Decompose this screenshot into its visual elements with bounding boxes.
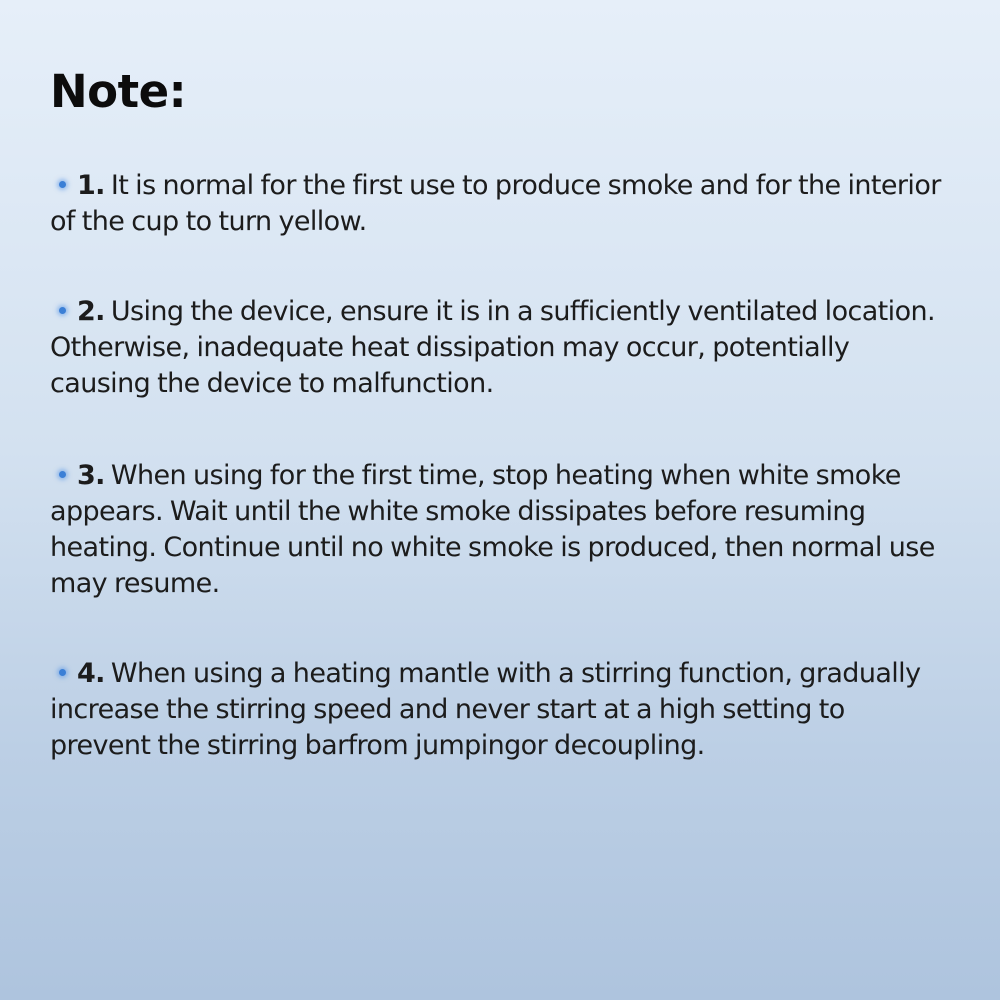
note-text: When using for the first time, stop heating when white smoke appears. Wait until the white smoke dissipates before resuming heating. Continue until no white smoke is produced, then normal use may resume. (50, 460, 935, 599)
notes-panel (50, 62, 950, 818)
note-item-3 (50, 458, 950, 602)
note-number: 4. (77, 658, 105, 689)
note-number: 3. (77, 460, 105, 491)
note-item-2 (50, 294, 950, 402)
bullet-dot-icon (59, 181, 66, 188)
bullet-dot-icon (59, 307, 66, 314)
note-item-4 (50, 656, 950, 764)
bullet-dot-icon (59, 669, 66, 676)
note-text: It is normal for the first use to produce smoke and for the interior of the cup to turn yellow. (50, 170, 941, 237)
page-title: Note: (50, 65, 187, 118)
note-number: 1. (77, 170, 105, 201)
bullet-dot-icon (59, 471, 66, 478)
note-text: Using the device, ensure it is in a sufficiently ventilated location. Otherwise, inadequate heat dissipation may occur, potentially causing the device to malfunction. (50, 296, 935, 399)
note-text: When using a heating mantle with a stirring function, gradually increase the stirring speed and never start at a high setting to prevent the stirring barfrom jumpingor decoupling. (50, 658, 921, 761)
note-number: 2. (77, 296, 105, 327)
note-item-1 (50, 168, 950, 240)
